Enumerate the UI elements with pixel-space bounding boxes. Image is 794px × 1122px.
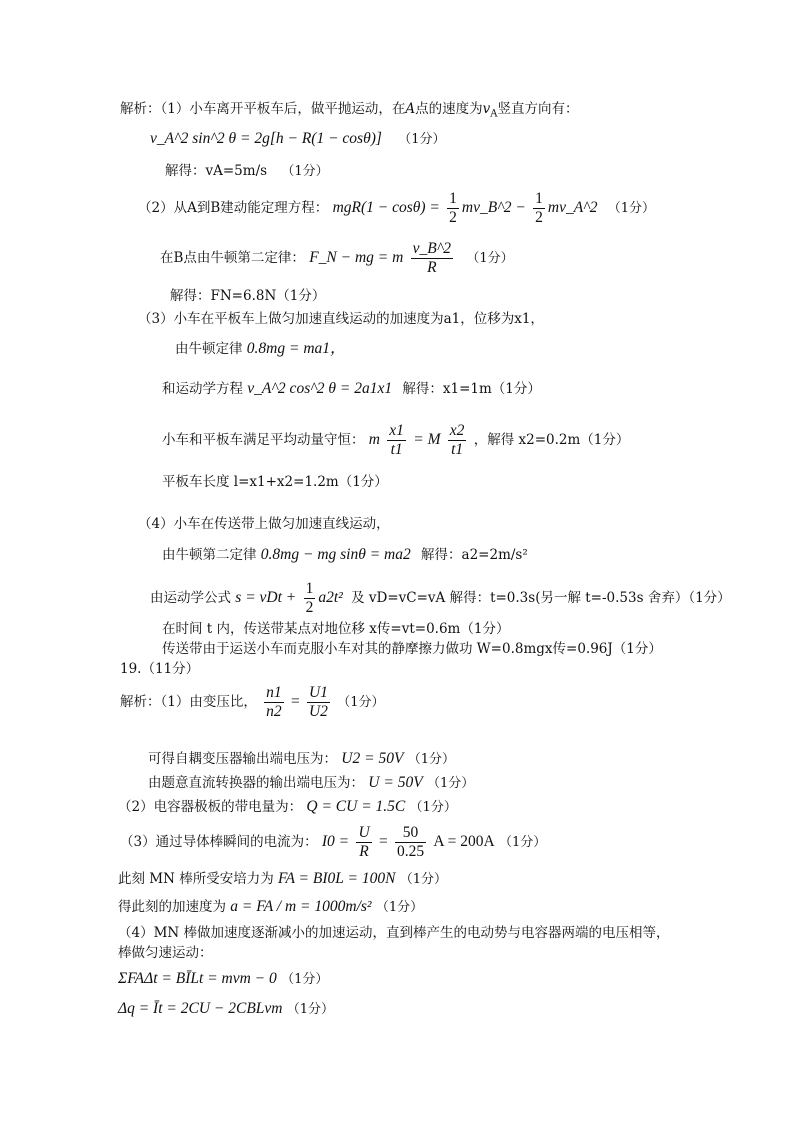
voltage-ratio: $\frac{U1}{U2}$ (308, 684, 328, 720)
eq16-score: （1分） (286, 1002, 335, 1017)
eq16-formula: Δq = Īt = 2CU − 2CBLvm (118, 1000, 283, 1017)
capacitor-charge-lead: （2）电容器极板的带电量为： (118, 799, 303, 815)
intro-text-3: 竖直方向有： (497, 101, 579, 117)
eq6-frac-1: $\frac{x1}{t1}$ (389, 422, 404, 458)
intro-text: 解析：（1）小车离开平板车后，做平抛运动，在 (120, 101, 406, 117)
eq8-a: s = vDt + (235, 589, 297, 606)
transformer-output-lead: 可得自耦变压器输出端电压为： (148, 751, 337, 767)
intro-line (120, 100, 578, 124)
acceleration-lead: 得此刻的加速度为 (118, 899, 226, 915)
eq2-rhs1: mv_B^2 − (461, 199, 526, 216)
transformer-output (148, 750, 455, 769)
plate-length: 平板车长度 l=x1+x2=1.2m（1分） (162, 474, 388, 490)
eq9-formula: U2 = 50V (341, 750, 404, 767)
belt-displacement: 在时间 t 内，传送带某点对地位移 x传=vt=0.6m（1分） (162, 621, 510, 637)
eq2-half-2: $\frac{1}{2}$ (535, 190, 543, 226)
part-3-kin-lead: 和运动学方程 (162, 381, 243, 397)
part-2-lead: （2）从A到B建动能定理方程： (138, 200, 329, 216)
part-4-newton (162, 546, 528, 564)
part-3-kinematics (162, 380, 541, 398)
part-4-description: （4）MN 棒做加速度逐渐减小的加速运动，直到棒产生的电动势与电容器两端的电压相等， (118, 925, 670, 941)
eq7-formula: 0.8mg − mg sinθ = ma2 (260, 546, 411, 563)
eq2-lhs: mgR(1 − cosθ) = (332, 199, 440, 216)
eq12-score: （1分） (498, 835, 547, 850)
eq12-frac-1: $\frac{U}{R}$ (358, 824, 370, 860)
solution-4: ，解得 x2=0.2m（1分） (473, 432, 630, 448)
eq8-b: a2t² (318, 589, 343, 606)
eq5-formula: v_A^2 cos^2 θ = 2a1x1 (247, 380, 393, 397)
capacitor-charge (118, 798, 457, 817)
solution-3: 解得：x1=1m（1分） (402, 381, 541, 397)
ampere-force (118, 870, 447, 889)
part-4-intro: （4）小车在传送带上做匀加速直线运动， (138, 516, 390, 532)
eq6-frac-2: $\frac{x2}{t1}$ (449, 422, 465, 458)
eq2-score: （1分） (607, 201, 656, 216)
eq8-half: $\frac{1}{2}$ (305, 580, 314, 616)
intro-text-2: 点的速度为 (415, 101, 483, 117)
eq13-score: （1分） (399, 872, 447, 887)
eq1-score: （1分） (398, 132, 446, 147)
eq12-equals: = (378, 833, 388, 850)
velocity-symbol: v (482, 101, 491, 117)
eq11-formula: Q = CU = 1.5C (306, 798, 406, 815)
part-4-kin-lead: 由运动学公式 (150, 590, 231, 606)
eq9-score: （1分） (407, 752, 455, 767)
solution-1-text: 解得：vA=5m/s (165, 163, 268, 179)
solution-2: 解得：FN=6.8N（1分） (170, 288, 326, 304)
solution-1-score: （1分） (281, 164, 329, 179)
eq1-formula: v_A^2 sin^2 θ = 2g[h − R(1 − cosθ)] (150, 130, 382, 147)
eq11-score: （1分） (409, 800, 457, 815)
eq4-formula: 0.8mg = ma1， (246, 340, 346, 357)
converter-output-lead: 由题意直流转换器的输出端电压为： (148, 775, 364, 791)
eq6-m: m (368, 431, 380, 448)
eq14-score: （1分） (375, 900, 424, 915)
equation-1 (150, 130, 445, 149)
eq15-score: （1分） (281, 972, 329, 987)
eq13-formula: FA = BI0L = 100N (278, 870, 396, 887)
eq12-a: I0 = (321, 833, 350, 850)
eq2-rhs2: mv_A^2 (547, 199, 598, 216)
eq2-half-1: $\frac{1}{2}$ (449, 190, 457, 226)
eq12-b: A = 200A (433, 833, 495, 850)
eq12-frac-2: $\frac{50}{0.25}$ (396, 824, 425, 860)
part-4-kinematics (150, 580, 731, 617)
momentum-line (162, 422, 629, 459)
eq3-fraction: $\frac{v\_B\^{}2}{R}$ (412, 240, 452, 276)
ampere-force-lead: 此刻 MN 棒所受安培力为 (118, 871, 274, 887)
q19-part-1: 解析：（1）由变压比， $\frac{n1}{n2}$ = $\frac{U1}{U2}$ （1分） (120, 684, 385, 720)
momentum-lead: 小车和平板车满足平均动量守恒： (162, 432, 365, 448)
part-3-newton (175, 340, 346, 358)
acceleration (118, 898, 423, 917)
eq14-formula: a = FA / m = 1000m/s² (230, 898, 372, 915)
newton-b-lead: 在B点由牛顿第二定律： (160, 250, 305, 266)
converter-output (148, 774, 474, 793)
eq6-eq: = M (413, 431, 441, 448)
solution-6: 及 vD=vC=vA 解得：t=0.3s(另一解 t=-0.53s 舍弃）（1分） (351, 590, 731, 606)
charge-equation (118, 1000, 334, 1019)
eq15-formula: ΣFAΔt = BĪLt = mvm − 0 (118, 970, 277, 987)
part-3-newton-lead: 由牛顿定律 (175, 341, 243, 357)
belt-work: 传送带由于运送小车而克服小车对其的静摩擦力做功 W=0.8mgx传=0.96J（1分） (162, 641, 662, 657)
part-4-newton-lead: 由牛顿第二定律 (162, 547, 257, 563)
instant-current-lead: （3）通过导体棒瞬间的电流为： (120, 834, 318, 850)
question-19-title: 19.（11分） (120, 661, 200, 677)
part-2-line (138, 190, 655, 227)
newton-b-line (160, 240, 514, 277)
q19-part-1-lead: 解析：（1）由变压比， (120, 694, 257, 710)
turns-ratio: $\frac{n1}{n2}$ (266, 684, 282, 720)
solution-5: 解得：a2=2m/s² (421, 547, 528, 563)
velocity-subscript: A (490, 108, 498, 120)
q19-part-1-score: （1分） (337, 695, 385, 710)
uniform-motion: 棒做匀速运动： (118, 945, 213, 961)
eq10-formula: U = 50V (368, 774, 423, 791)
eq3-lhs: F_N − mg = m (309, 249, 404, 266)
point-a: A (405, 101, 416, 117)
solution-1 (165, 162, 329, 181)
part-3-intro: （3）小车在平板车上做匀加速直线运动的加速度为a1，位移为x1， (138, 311, 544, 327)
impulse-equation (118, 970, 328, 989)
eq10-score: （1分） (426, 776, 475, 791)
instant-current (120, 822, 546, 863)
eq3-score: （1分） (466, 251, 514, 266)
